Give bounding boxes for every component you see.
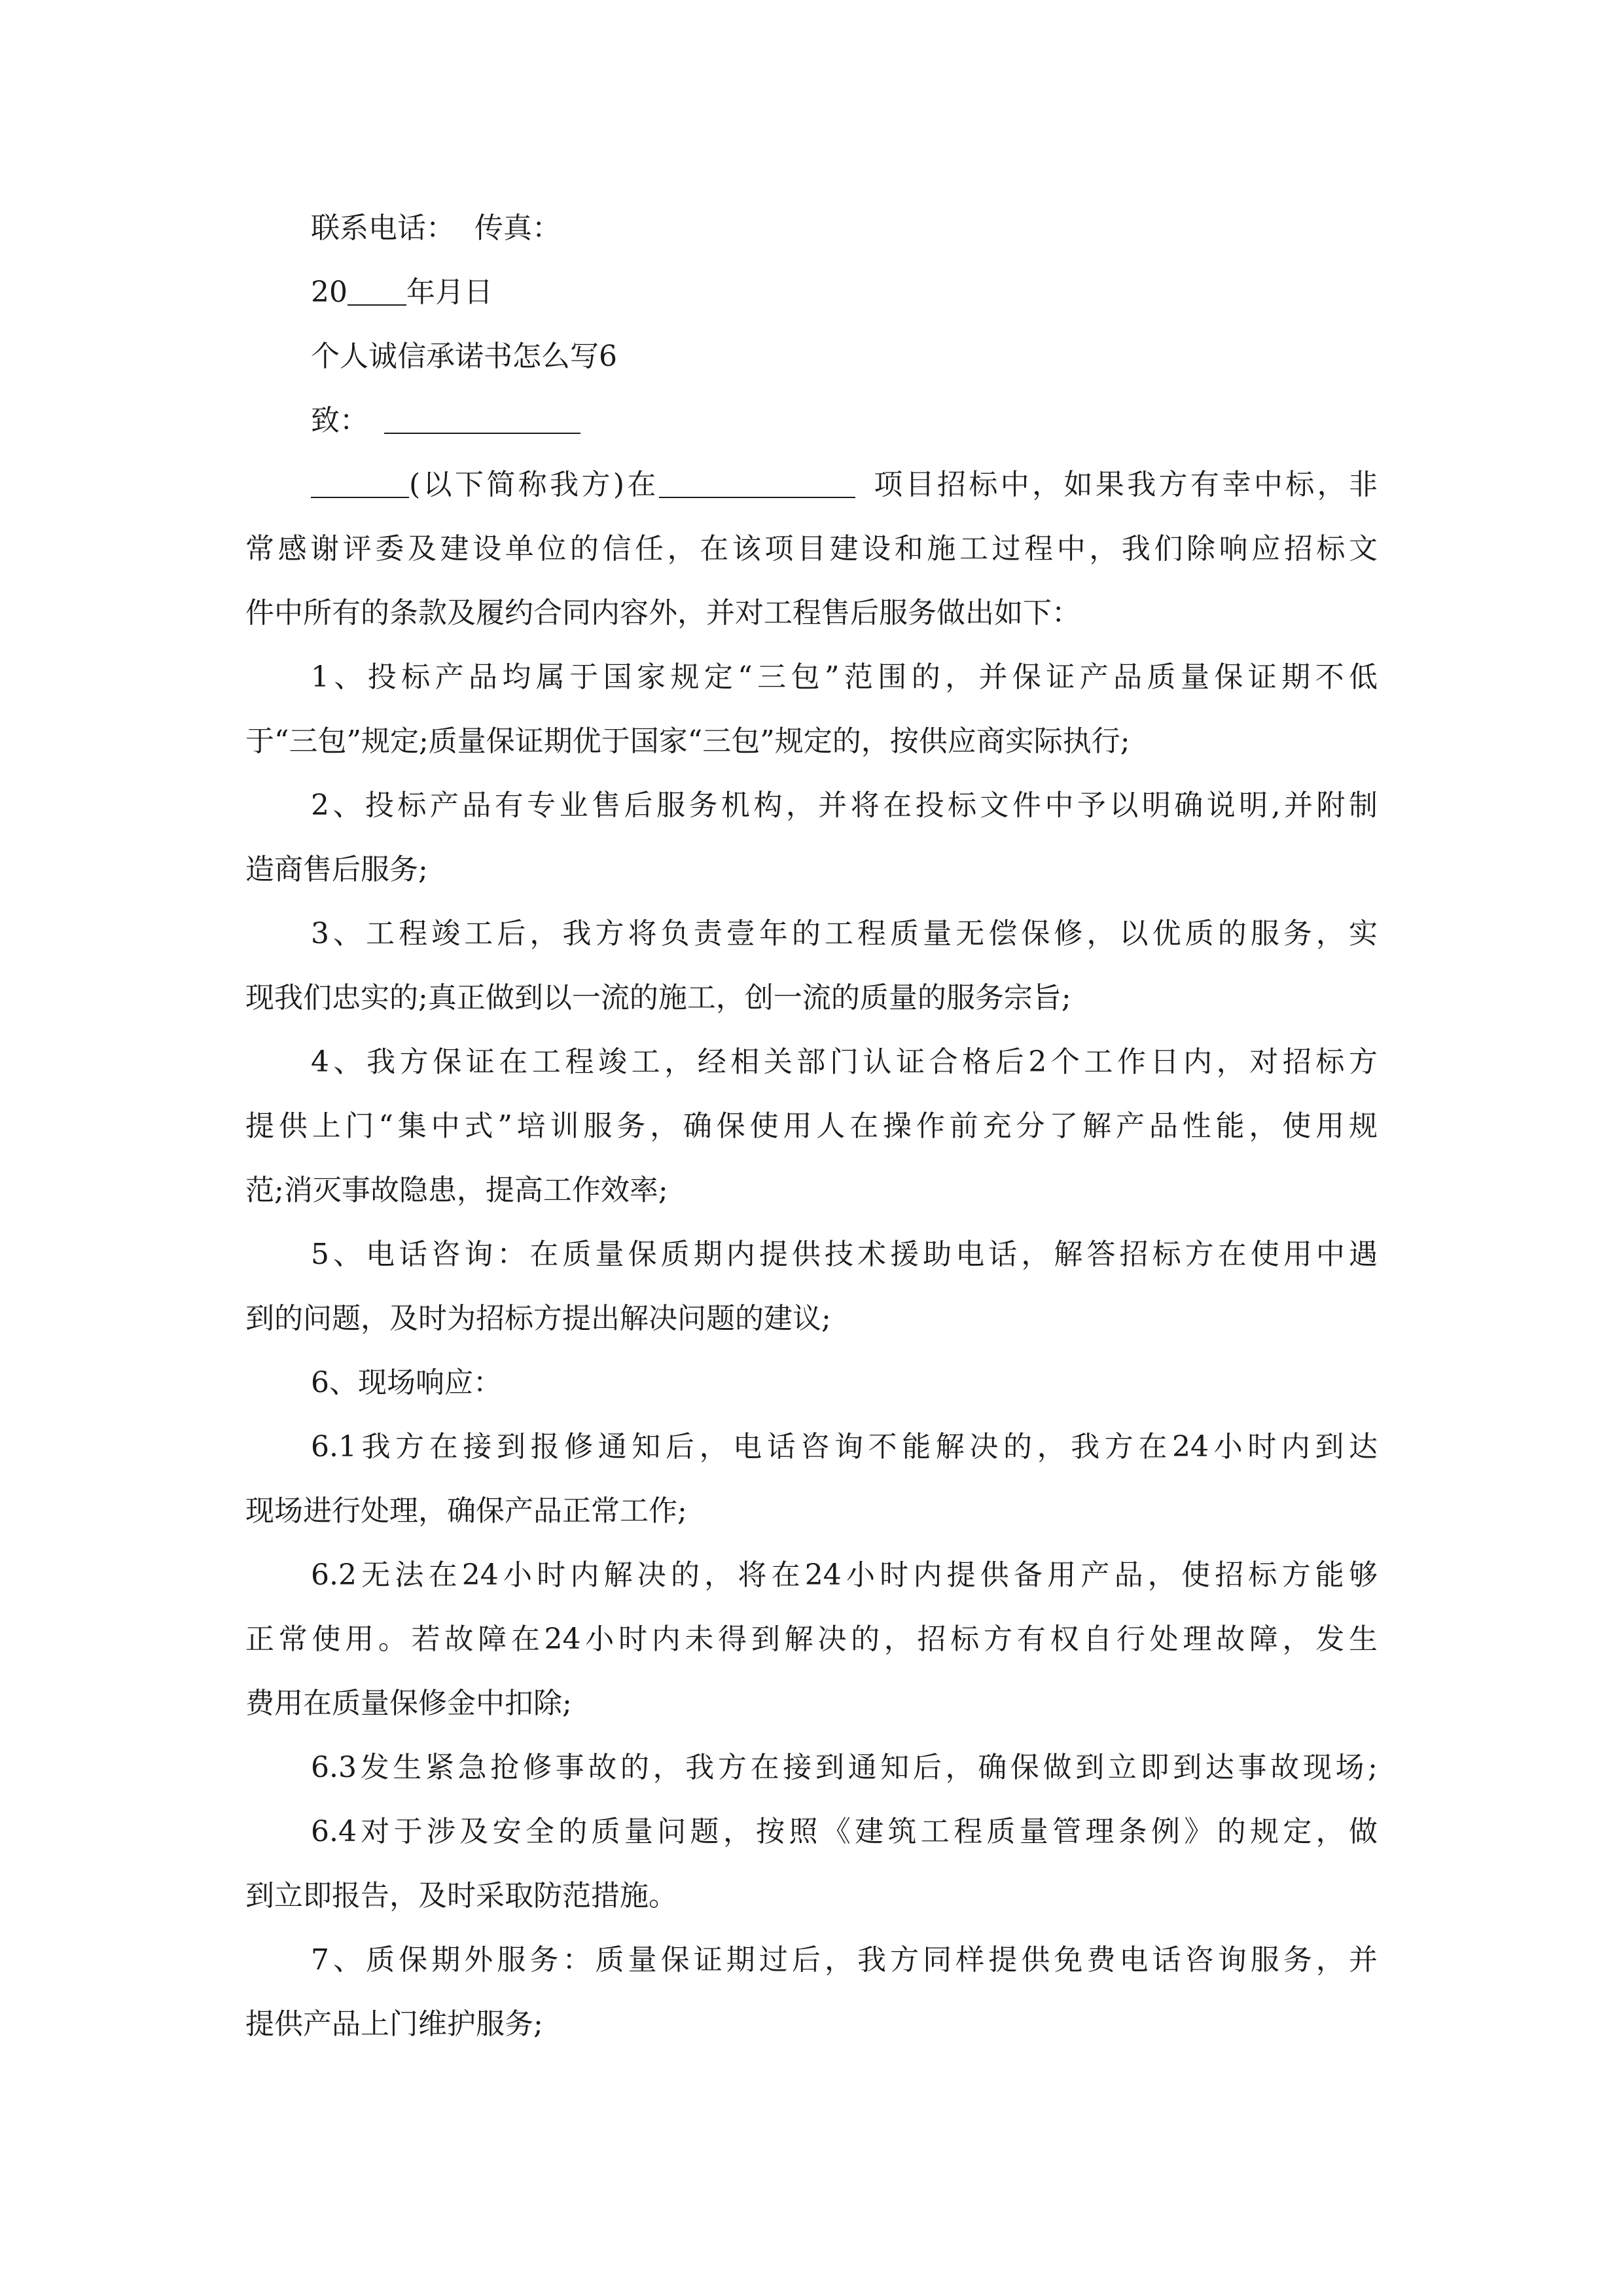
date-line bbox=[245, 260, 1378, 325]
date-prefix: 20 bbox=[311, 276, 348, 309]
item-6-4-line-2: 到立即报告，及时采取防范措施。 bbox=[245, 1879, 677, 1912]
intro-line-3: 件中所有的条款及履约合同内容外，并对工程售后服务做出如下： bbox=[245, 596, 1080, 630]
intro-line-2: 常感谢评委及建设单位的信任，在该项目建设和施工过程中，我们除响应招标文 bbox=[245, 532, 1378, 565]
item-7-line-1: 7、质保期外服务：质量保证期过后，我方同样提供免费电话咨询服务，并 bbox=[311, 1943, 1378, 1977]
fax-label: 传真： bbox=[474, 211, 561, 245]
item-3-line-1: 3、工程竣工后，我方将负责壹年的工程质量无偿保修，以优质的服务，实 bbox=[311, 917, 1378, 950]
bidder-blank bbox=[311, 465, 409, 498]
item-6-2-line-1: 6.2无法在24小时内解决的，将在24小时内提供备用产品，使招标方能够 bbox=[311, 1558, 1378, 1592]
item-4-line-2: 提供上门“集中式”培训服务，确保使用人在操作前充分了解产品性能，使用规 bbox=[245, 1109, 1378, 1143]
item-2-line-2: 造商售后服务; bbox=[245, 853, 428, 886]
item-2-line-1: 2、投标产品有专业售后服务机构，并将在投标文件中予以明确说明,并附制 bbox=[311, 789, 1378, 822]
to-label: 致： bbox=[311, 404, 368, 437]
item-4-line-3: 范;消灭事故隐患，提高工作效率; bbox=[245, 1174, 668, 1207]
item-6-4-line-1: 6.4对于涉及安全的质量问题，按照《建筑工程质量管理条例》的规定，做 bbox=[311, 1815, 1378, 1848]
contact-phone-label: 联系电话： bbox=[311, 211, 455, 245]
item-5-line-2: 到的问题，及时为招标方提出解决问题的建议; bbox=[245, 1302, 831, 1335]
item-6-1-line-1: 6.1我方在接到报修通知后，电话咨询不能解决的，我方在24小时内到达 bbox=[311, 1430, 1378, 1463]
item-5-line-1: 5、电话咨询：在质量保质期内提供技术援助电话，解答招标方在使用中遇 bbox=[311, 1238, 1378, 1271]
item-1-line-2: 于“三包”规定;质量保证期优于国家“三包”规定的，按供应商实际执行; bbox=[245, 725, 1130, 758]
item-6-3-line-1: 6.3发生紧急抢修事故的，我方在接到通知后，确保做到立即到达事故现场; bbox=[311, 1751, 1378, 1784]
intro-text-1a: (以下简称我方)在 bbox=[409, 468, 659, 501]
item-3-line-2: 现我们忠实的;真正做到以一流的施工，创一流的质量的服务宗旨; bbox=[245, 981, 1071, 1014]
to-line bbox=[245, 389, 1378, 453]
item-1-line-1: 1、投标产品均属于国家规定“三包”范围的，并保证产品质量保证期不低 bbox=[311, 660, 1378, 694]
item-7-line-2: 提供产品上门维护服务; bbox=[245, 2007, 543, 2041]
item-6-1-line-2: 现场进行处理，确保产品正常工作; bbox=[245, 1494, 687, 1528]
intro-text-1b: 项目招标中，如果我方有幸中标，非 bbox=[870, 468, 1378, 501]
item-6-line-1: 6、现场响应： bbox=[311, 1366, 502, 1399]
item-6-2-line-3: 费用在质量保修金中扣除; bbox=[245, 1687, 572, 1720]
intro-line-1 bbox=[245, 453, 1378, 517]
contact-line bbox=[245, 196, 1378, 260]
item-6-2-line-2: 正常使用。若故障在24小时内未得到解决的，招标方有权自行处理故障，发生 bbox=[245, 1623, 1378, 1656]
date-suffix: 年月日 bbox=[406, 276, 493, 309]
section-title: 个人诚信承诺书怎么写6 bbox=[311, 340, 617, 373]
year-blank bbox=[348, 273, 406, 306]
item-4-line-1: 4、我方保证在工程竣工，经相关部门认证合格后2个工作日内，对招标方 bbox=[311, 1045, 1378, 1079]
project-blank bbox=[659, 465, 855, 498]
recipient-blank bbox=[384, 401, 580, 434]
document-body bbox=[245, 196, 1378, 2056]
